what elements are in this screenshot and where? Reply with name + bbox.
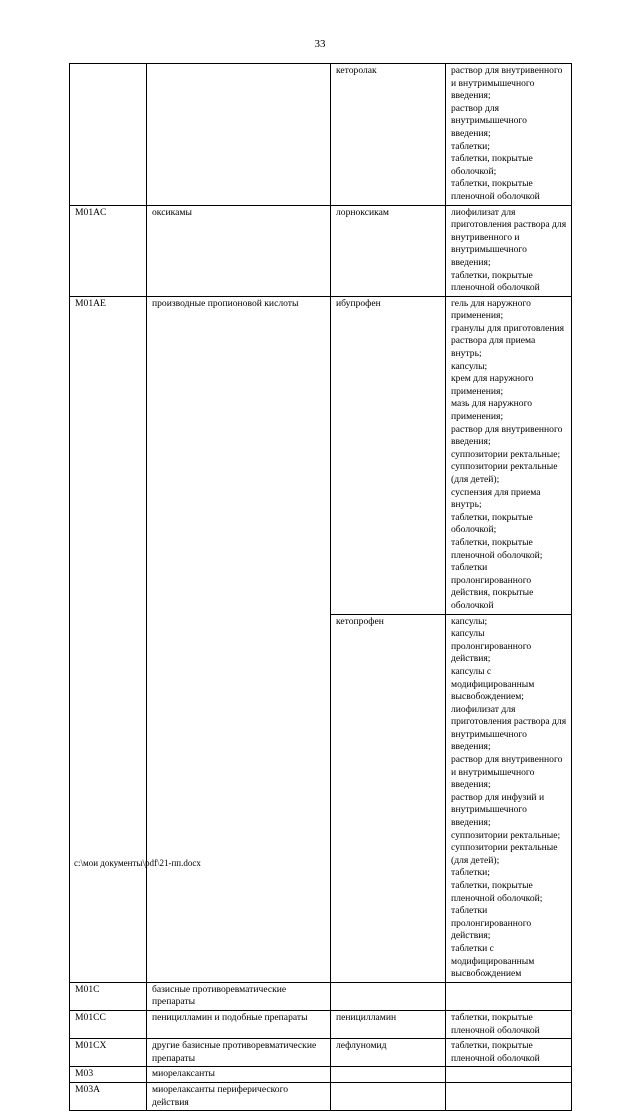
substance-cell: ибупрофен (331, 296, 446, 614)
substance-cell (331, 1082, 446, 1110)
substance-cell: кеторолак (331, 64, 446, 206)
atc-code-cell (70, 64, 147, 206)
dosage-forms-cell: гель для наружного применения; гранулы для приготовления раствора для приема внутрь; капсулы; крем для наружного применения; мазь для наружного применения; раствор для внутривенного введения; суппозитории ректальные; суппозитории ректальные (для детей); суспензия для приема внутрь; таблетки, покрытые оболочкой; таблетки, покрытые пленочной оболочкой; таблетки пролонгированного действия, покрытые оболочкой (446, 296, 572, 614)
substance-cell (331, 982, 446, 1010)
footer-file-path: c:\мои документы\pdf\21-пп.docx (74, 858, 201, 868)
table-row (70, 1039, 572, 1067)
dosage-forms-cell: таблетки, покрытые пленочной оболочкой (446, 1039, 572, 1067)
group-name-cell: производные пропионовой кислоты (147, 296, 331, 982)
substance-cell (331, 1067, 446, 1083)
dosage-forms-cell: таблетки, покрытые пленочной оболочкой (446, 1010, 572, 1038)
atc-code-cell: M01CC (70, 1010, 147, 1038)
atc-code-cell: M01C (70, 982, 147, 1010)
table-row (70, 296, 572, 614)
table-row (70, 1067, 572, 1083)
group-name-cell: базисные противоревматические препараты (147, 982, 331, 1010)
dosage-forms-cell: капсулы; капсулы пролонгированного действия; капсулы с модифицированным высвобождением; лиофилизат для приготовления раствора для внутримышечного введения; раствор для внутривенного и внутримышечного введения; раствор для инфузий и внутримышечного введения; суппозитории ректальные; суппозитории ректальные (для детей); таблетки; таблетки, покрытые пленочной оболочкой; таблетки пролонгированного действия; таблетки с модифицированным высвобождением (446, 614, 572, 982)
atc-code-cell: M01CX (70, 1039, 147, 1067)
group-name-cell: пеницилламин и подобные препараты (147, 1010, 331, 1038)
group-name-cell: миорелаксанты периферического действия (147, 1082, 331, 1110)
atc-code-cell: M03 (70, 1067, 147, 1083)
dosage-forms-cell: лиофилизат для приготовления раствора для внутривенного и внутримышечного введения; таблетки, покрытые пленочной оболочкой (446, 205, 572, 296)
substance-cell: лефлуномид (331, 1039, 446, 1067)
atc-code-cell: M03A (70, 1082, 147, 1110)
group-name-cell: оксикамы (147, 205, 331, 296)
substance-cell: лорноксикам (331, 205, 446, 296)
dosage-forms-cell (446, 1082, 572, 1110)
substance-cell: кетопрофен (331, 614, 446, 982)
substance-cell: пеницилламин (331, 1010, 446, 1038)
dosage-forms-cell: раствор для внутривенного и внутримышечного введения; раствор для внутримышечного введения; таблетки; таблетки, покрытые оболочкой; таблетки, покрытые пленочной оболочкой (446, 64, 572, 206)
page-number: 33 (314, 38, 326, 50)
group-name-cell: другие базисные противоревматические препараты (147, 1039, 331, 1067)
atc-code-cell: M01AC (70, 205, 147, 296)
atc-code-cell: M01AE (70, 296, 147, 982)
drug-table (69, 63, 572, 1111)
table-row (70, 205, 572, 296)
table-row (70, 1082, 572, 1110)
table-row (70, 982, 572, 1010)
table-row (70, 64, 572, 206)
dosage-forms-cell (446, 982, 572, 1010)
group-name-cell: миорелаксанты (147, 1067, 331, 1083)
dosage-forms-cell (446, 1067, 572, 1083)
table-row (70, 1010, 572, 1038)
group-name-cell (147, 64, 331, 206)
